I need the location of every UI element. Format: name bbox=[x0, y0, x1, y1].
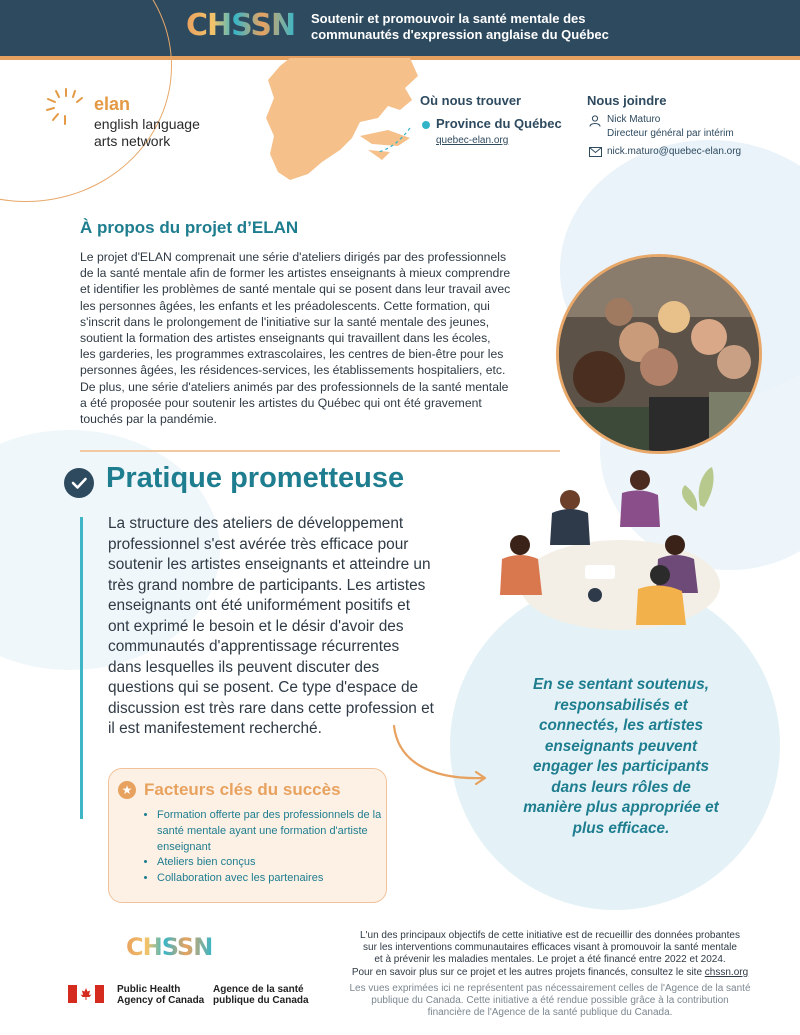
sunrise-icon bbox=[44, 86, 86, 128]
footer-line-text: Pour en savoir plus sur ce projet et les autres projets financés, consultez le site bbox=[351, 966, 703, 978]
person-icon bbox=[589, 115, 601, 127]
tagline-line: Soutenir et promouvoir la santé mentale des bbox=[311, 11, 586, 26]
elan-full-name bbox=[94, 116, 234, 150]
footer-line: et à prévenir les maladies mentales. Le projet a été financé entre 2022 et 2024. bbox=[374, 954, 726, 966]
practice-line: professionnel s'est avérée très efficace pour bbox=[108, 535, 409, 553]
practice-line: La structure des ateliers de développement bbox=[108, 515, 404, 532]
contact-name: Nick Maturo bbox=[607, 114, 661, 125]
checkmark-icon bbox=[64, 468, 94, 498]
practice-line: soutenir les artistes enseignants et atteindre un bbox=[108, 556, 431, 573]
group-illustration bbox=[490, 465, 740, 655]
contact-role: Directeur général par intérim bbox=[607, 128, 734, 139]
phac-line: publique du Canada bbox=[213, 995, 309, 1006]
footer-line: sur les interventions communautaires efficaces visant à promouvoir la santé mentale bbox=[363, 942, 737, 954]
about-line: de la santé mentale afin de former les artistes enseignants à mieux comprendre bbox=[80, 266, 511, 281]
contact-details bbox=[607, 113, 734, 141]
elan-name-line: english language bbox=[94, 116, 200, 132]
footer-description bbox=[330, 930, 770, 979]
quote-line: manière plus appropriée et bbox=[523, 799, 719, 816]
about-body bbox=[80, 249, 560, 427]
contact-email[interactable]: nick.maturo@quebec-elan.org bbox=[607, 146, 742, 157]
practice-line: très grand nombre de participants. Les artistes bbox=[108, 576, 426, 594]
header-tagline bbox=[311, 11, 631, 43]
group-photo-illustration bbox=[559, 257, 759, 451]
phac-french bbox=[213, 984, 313, 1006]
check-badge-icon bbox=[64, 468, 94, 498]
logo-letter: CHSSN bbox=[186, 8, 296, 43]
curved-arrow-icon bbox=[388, 720, 493, 790]
elan-brand: elan bbox=[94, 94, 131, 114]
elan-name-line: arts network bbox=[94, 133, 171, 149]
about-line: touchés par la pandémie. bbox=[80, 412, 217, 427]
elan-circle-frame bbox=[0, 0, 172, 202]
location-marker-icon bbox=[422, 121, 430, 129]
about-line: les garderies, les programmes extrascolaires, les centres de bien-être pour les bbox=[80, 347, 504, 362]
disclaimer-line: Les vues exprimées ici ne représentent pas nécessairement celles de l'Agence de la santé bbox=[349, 983, 751, 994]
phac-line: Agence de la santé bbox=[213, 984, 304, 995]
mail-icon bbox=[589, 147, 602, 157]
star-icon: ★ bbox=[118, 781, 136, 799]
practice-line: enseignants ont été uniformément positifs et bbox=[108, 597, 411, 614]
key-factors-title: Facteurs clés du succès bbox=[144, 780, 341, 799]
quote-line: dans leurs rôles de bbox=[551, 778, 691, 796]
practice-accent-bar bbox=[80, 517, 83, 819]
practice-title: Pratique prometteuse bbox=[106, 462, 405, 494]
about-line: soutient la formation des artistes enseignants qui travaillent dans les écoles, bbox=[80, 331, 491, 346]
disclaimer-line: publique du Canada. Cette initiative a été rendue possible grâce à la contribution bbox=[371, 995, 729, 1007]
quote-line: responsabilisés et bbox=[554, 696, 688, 714]
footer-line: L'un des principaux objectifs de cette initiative est de recueillir des données probantes bbox=[360, 930, 740, 941]
about-line: personnes âgées, les résidences-services, les établissements hospitaliers, etc. bbox=[80, 363, 506, 378]
key-factors-list bbox=[140, 808, 397, 887]
about-line: s'inscrit dans le prolongement de l'initiative sur la santé mentale des jeunes, bbox=[80, 314, 490, 329]
about-line: et identifier les problèmes de santé mentale qui se posent dans leur travail avec bbox=[80, 282, 511, 297]
practice-line: discussion est très rare dans cette profession et bbox=[108, 699, 434, 717]
footer-chssn-logo bbox=[126, 933, 212, 961]
list-item: • Ateliers bien conçus bbox=[157, 855, 397, 871]
about-line: a été proposée pour soutenir les artistes du Québec qui ont été gravement bbox=[80, 395, 482, 410]
section-divider bbox=[80, 450, 560, 452]
quote-line: engager les participants bbox=[533, 758, 709, 775]
location-title: Où nous trouver bbox=[420, 93, 522, 108]
practice-body bbox=[108, 514, 458, 740]
logo-text: CHSSN bbox=[126, 933, 213, 961]
quote-line: enseignants peuvent bbox=[544, 737, 698, 755]
list-item: • Formation offerte par des professionnels de la santé mentale ayant une formation d'artiste enseignant bbox=[157, 808, 397, 855]
practice-line: il est manifestement recherché. bbox=[108, 720, 322, 737]
tagline-line: communautés d'expression anglaise du Québec bbox=[311, 27, 609, 42]
quote-line: En se sentant soutenus, bbox=[533, 676, 709, 693]
about-title: À propos du projet d’ELAN bbox=[80, 218, 299, 237]
about-line: Le projet d'ELAN comprenait une série d'ateliers dirigés par des professionnels bbox=[80, 250, 507, 264]
about-line: De plus, une série d'ateliers animés par des professionnels de la santé mentale bbox=[80, 379, 509, 394]
practice-line: dans lesquelles ils peuvent discuter des bbox=[108, 658, 380, 676]
canada-flag-icon bbox=[68, 985, 104, 1003]
footer-disclaimer bbox=[330, 983, 770, 1020]
list-item: • Collaboration avec les partenaires bbox=[157, 871, 397, 887]
footer-site-link[interactable]: chssn.org bbox=[704, 966, 749, 978]
practice-line: ont exprimé le besoin et le désir d'avoir des bbox=[108, 617, 404, 635]
location-province: Province du Québec bbox=[436, 116, 562, 131]
about-line: les personnes âgées, les enfants et les préadolescents. Cette formation, qui bbox=[80, 298, 490, 313]
phac-line: Public Health bbox=[117, 984, 181, 995]
pull-quote bbox=[505, 675, 737, 839]
practice-line: communautés d'apprentissage récurrentes bbox=[108, 638, 400, 655]
disclaimer-line: financière de l'Agence de la santé publique du Canada. bbox=[427, 1007, 673, 1019]
location-link[interactable]: quebec-elan.org bbox=[436, 135, 509, 146]
phac-line: Agency of Canada bbox=[117, 995, 205, 1006]
quote-line: connectés, les artistes bbox=[538, 717, 704, 734]
quebec-map bbox=[260, 58, 430, 188]
chssn-logo bbox=[186, 8, 295, 43]
group-photo bbox=[556, 254, 762, 454]
phac-english bbox=[117, 984, 207, 1006]
quote-line: plus efficace. bbox=[572, 819, 670, 837]
practice-line: questions qui se posent. Ce type d'espace de bbox=[108, 679, 419, 696]
footer-line bbox=[330, 967, 770, 979]
contact-title: Nous joindre bbox=[587, 93, 667, 108]
